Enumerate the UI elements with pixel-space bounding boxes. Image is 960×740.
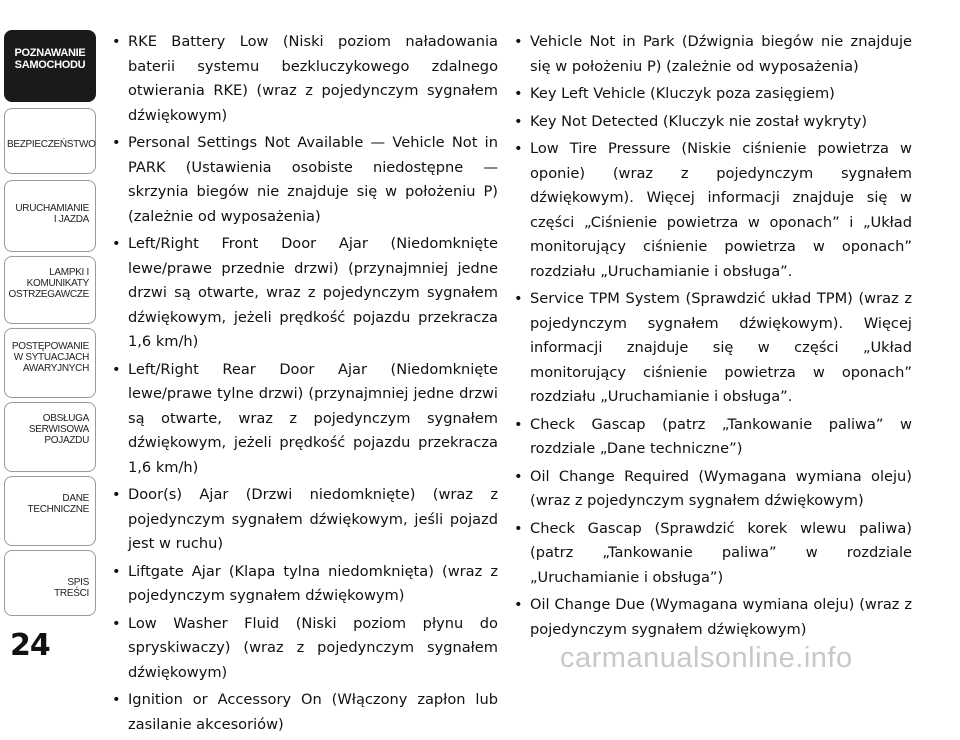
bullet: • xyxy=(112,360,121,378)
list-item xyxy=(110,131,498,229)
tab-label: SPIS TREŚCI xyxy=(54,577,89,599)
tab-dane-techniczne[interactable] xyxy=(4,476,96,546)
list-item-text: Service TPM System (Sprawdzić układ TPM) (wraz z pojedynczym sygnałem dźwiękowym). Więcej informacji znajduje się w części „Układ monitorujący ciśnienie powietrza w oponach” rozdziału „Uruchamianie i obsługa”. xyxy=(530,290,912,405)
tab-bezpieczenstwo[interactable] xyxy=(4,108,96,174)
list-item-text: Key Left Vehicle (Kluczyk poza zasięgiem) xyxy=(530,85,835,102)
list-item-text: Ignition or Accessory On (Włączony zapłon lub zasilanie akcesoriów) xyxy=(128,691,498,733)
list-item-text: Check Gascap (patrz „Tankowanie paliwa” w rozdziale „Dane techniczne”) xyxy=(530,415,912,457)
list-item xyxy=(512,82,912,107)
right-column xyxy=(512,30,912,645)
list-item xyxy=(512,137,912,284)
bullet: • xyxy=(514,596,523,613)
list-item-text: RKE Battery Low (Niski poziom naładowania baterii systemu bezkluczykowego zdalnego otwierania RKE) (wraz z pojedynczym sygnałem dźwiękowym) xyxy=(128,33,498,124)
bullet: • xyxy=(514,415,523,433)
tab-label: BEZPIECZEŃSTWO xyxy=(7,139,96,150)
bullet: • xyxy=(514,519,523,537)
list-item xyxy=(512,413,912,462)
tab-poznawanie-samochodu[interactable] xyxy=(4,30,96,102)
list-item xyxy=(512,110,912,135)
list-item xyxy=(512,517,912,591)
list-item-text: Vehicle Not in Park (Dźwignia biegów nie znajduje się w położeniu P) (zależnie od wyposażenia) xyxy=(530,33,912,75)
chapter-sidebar xyxy=(0,0,96,678)
tab-lampki-i-komunikaty[interactable] xyxy=(4,256,96,324)
list-item xyxy=(512,465,912,514)
page-number: 24 xyxy=(10,628,50,663)
tab-label: OBSŁUGA SERWISOWA POJAZDU xyxy=(28,413,89,446)
bullet: • xyxy=(112,691,121,708)
list-item-text: Left/Right Front Door Ajar (Niedomknięte lewe/prawe przednie drzwi) (przynajmniej jedne drzwi są otwarte, wraz z pojedynczym sygnałem dźwiękowym, jeżeli prędkość pojazdu przekracza 1,6 km/h) xyxy=(128,235,498,350)
tab-postepowanie-awaryjne[interactable] xyxy=(4,328,96,398)
bullet: • xyxy=(514,290,523,307)
tab-label: LAMPKI I KOMUNIKATY OSTRZEGAWCZE xyxy=(8,267,89,300)
list-item xyxy=(110,30,498,128)
list-item-text: Door(s) Ajar (Drzwi niedomknięte) (wraz z pojedynczym sygnałem dźwiękowym, jeśli pojazd jest w ruchu) xyxy=(128,486,498,552)
list-item xyxy=(110,688,498,737)
list-item xyxy=(110,232,498,355)
list-item-text: Left/Right Rear Door Ajar (Niedomknięte lewe/prawe tylne drzwi) (przynajmniej jedne drzwi są otwarte, wraz z pojedynczym sygnałem dźwiękowym, jeżeli prędkość pojazdu przekracza 1,6 km/h) xyxy=(128,360,498,476)
tab-label: DANE TECHNICZNE xyxy=(27,493,89,515)
watermark: carmanualsonline.info xyxy=(560,642,853,674)
bullet: • xyxy=(514,467,523,485)
list-item xyxy=(110,560,498,609)
bullet: • xyxy=(112,33,121,50)
list-item-text: Check Gascap (Sprawdzić korek wlewu paliwa) (patrz „Tankowanie paliwa” w rozdziale „Uruchamianie i obsługa”) xyxy=(530,519,912,586)
list-item-text: Key Not Detected (Kluczyk nie został wykryty) xyxy=(530,112,868,130)
list-item xyxy=(512,593,912,642)
list-item-text: Liftgate Ajar (Klapa tylna niedomknięta) (wraz z pojedynczym sygnałem dźwiękowym) xyxy=(128,562,498,604)
list-item xyxy=(512,287,912,410)
list-item-text: Low Tire Pressure (Niskie ciśnienie powietrza w oponie) (wraz z pojedynczym sygnałem dźwiękowym). Więcej informacji znajduje się w części „Ciśnienie powietrza w oponach” i „Układ monitorujący ciśnienie powietrza w oponach” rozdziału „Uruchamianie i obsługa”. xyxy=(530,140,912,280)
bullet: • xyxy=(112,486,121,503)
bullet: • xyxy=(112,134,121,151)
bullet: • xyxy=(112,614,121,632)
bullet: • xyxy=(514,140,523,157)
left-column xyxy=(110,30,498,740)
list-item-text: Oil Change Required (Wymagana wymiana oleju) (wraz z pojedynczym sygnałem dźwiękowym) xyxy=(530,467,912,509)
list-item-text: Oil Change Due (Wymagana wymiana oleju) (wraz z pojedynczym sygnałem dźwiękowym) xyxy=(530,596,912,638)
list-item xyxy=(110,358,498,481)
tab-label: POSTĘPOWANIE W SYTUACJACH AWARYJNYCH xyxy=(11,341,89,374)
tab-spis-tresci[interactable] xyxy=(4,550,96,616)
bullet: • xyxy=(514,85,523,102)
tab-label: POZNAWANIE SAMOCHODU xyxy=(14,47,86,71)
list-item xyxy=(512,30,912,79)
bullet: • xyxy=(112,562,121,580)
tab-obsluga-serwisowa[interactable] xyxy=(4,402,96,472)
bullet: • xyxy=(514,112,523,130)
tab-uruchamianie-i-jazda[interactable] xyxy=(4,180,96,252)
list-item xyxy=(110,612,498,686)
list-item-text: Low Washer Fluid (Niski poziom płynu do spryskiwaczy) (wraz z pojedynczym sygnałem dźwiękowym) xyxy=(128,614,498,681)
bullet: • xyxy=(514,33,523,50)
list-item-text: Personal Settings Not Available — Vehicle Not in PARK (Ustawienia osobiste niedostępne — skrzynia biegów nie znajduje się w położeniu P) (zależnie od wyposażenia) xyxy=(128,134,498,225)
tab-label: URUCHAMIANIE I JAZDA xyxy=(15,203,89,225)
list-item xyxy=(110,483,498,557)
bullet: • xyxy=(112,235,121,252)
